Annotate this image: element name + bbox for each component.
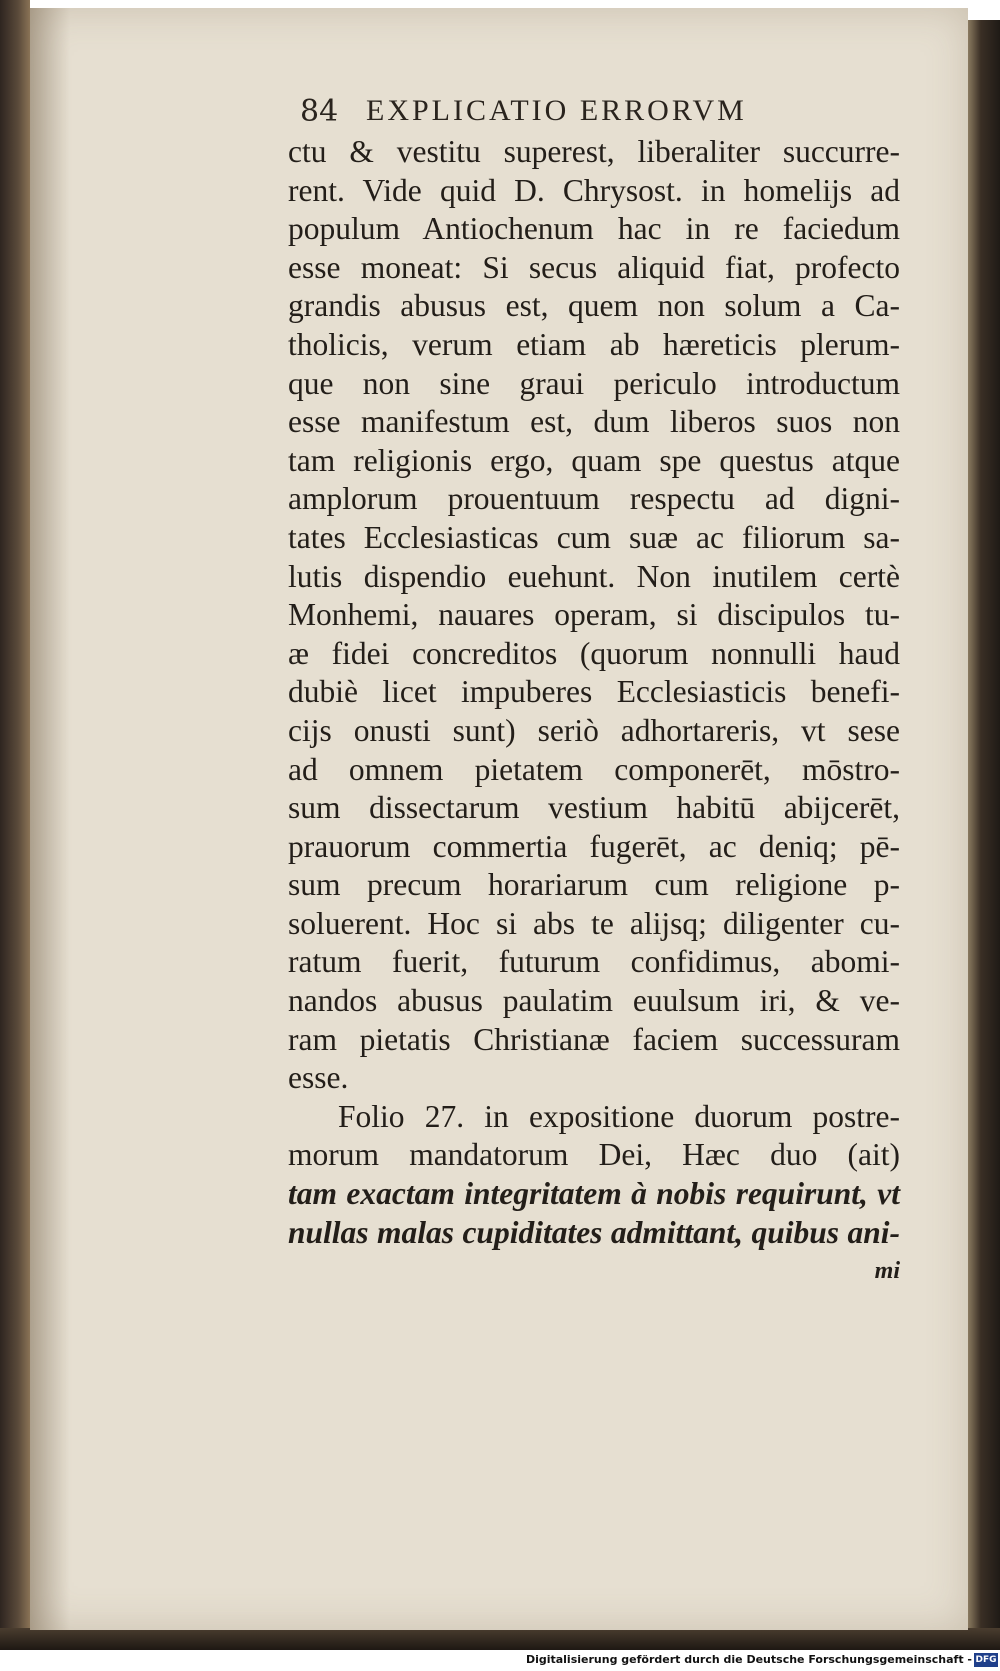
text-line: sum dissectarum vestium habitū abijcerēt,	[288, 790, 900, 826]
paragraph-start-line: Folio 27. in expositione duorum postre-	[338, 1098, 900, 1134]
text-line: sum precum horariarum cum religione p-	[288, 867, 900, 903]
folio-number: 84	[300, 94, 339, 129]
digitization-footer	[0, 1650, 1000, 1671]
italic-quote-line: nullas malas cupiditates admittant, quibus ani-	[288, 1214, 900, 1250]
text-line: ad omnem pietatem componerēt, mōstro-	[288, 751, 900, 787]
text-line: lutis dispendio euehunt. Non inutilem certè	[288, 558, 900, 594]
dfg-logo: DFG	[975, 1655, 997, 1665]
text-line: esse moneat: Si secus aliquid fiat, profecto	[288, 249, 900, 285]
running-title: EXPLICATIO ERRORVM	[366, 94, 747, 127]
page-edges-right	[968, 20, 1000, 1650]
text-line: tam religionis ergo, quam spe questus atque	[288, 442, 900, 478]
text-line: populum Antiochenum hac in re faciedum	[288, 211, 900, 247]
text-line: morum mandatorum Dei, Hæc duo (ait)	[288, 1137, 900, 1173]
text-line: amplorum prouentuum respectu ad digni-	[288, 481, 900, 517]
binding-edge-bottom	[0, 1628, 1000, 1650]
text-line: prauorum commertia fugerēt, ac deniq; pē-	[288, 828, 900, 864]
text-line: soluerent. Hoc si abs te alijsq; diligenter cu-	[288, 905, 900, 941]
catchword: mi	[874, 1258, 900, 1285]
text-line: tates Ecclesiasticas cum suæ ac filiorum sa-	[288, 519, 900, 555]
text-line: esse manifestum est, dum liberos suos non	[288, 404, 900, 440]
page-header	[288, 92, 898, 136]
text-line: nandos abusus paulatim euulsum iri, & ve-	[288, 983, 900, 1019]
body-text	[288, 133, 900, 1291]
funding-credit: Digitalisierung gefördert durch die Deutsche Forschungsgemeinschaft -	[525, 1653, 972, 1666]
text-line: ratum fuerit, futurum confidimus, abomi-	[288, 944, 900, 980]
text-line: que non sine graui periculo introductum	[288, 365, 900, 401]
text-line: esse.	[288, 1060, 349, 1096]
text-line: Monhemi, nauares operam, si discipulos tu-	[288, 597, 900, 633]
text-line: grandis abusus est, quem non solum a Ca-	[288, 288, 900, 324]
text-line: dubiè licet impuberes Ecclesiasticis benefi-	[288, 674, 900, 710]
text-line: ctu & vestitu superest, liberaliter succurre-	[288, 134, 900, 169]
text-line: rent. Vide quid D. Chrysost. in homelijs ad	[288, 172, 900, 208]
text-line: cijs onusti sunt) seriò adhortareris, vt sese	[288, 712, 900, 748]
italic-quote-line: tam exactam integritatem à nobis requirunt, vt	[288, 1176, 900, 1212]
gutter-shadow	[30, 8, 70, 1630]
text-line: ram pietatis Christianæ faciem successuram	[288, 1021, 900, 1057]
text-line: æ fidei concreditos (quorum nonnulli haud	[288, 635, 900, 671]
binding-edge-left	[0, 0, 30, 1650]
text-line: tholicis, verum etiam ab hæreticis plerum-	[288, 326, 900, 362]
